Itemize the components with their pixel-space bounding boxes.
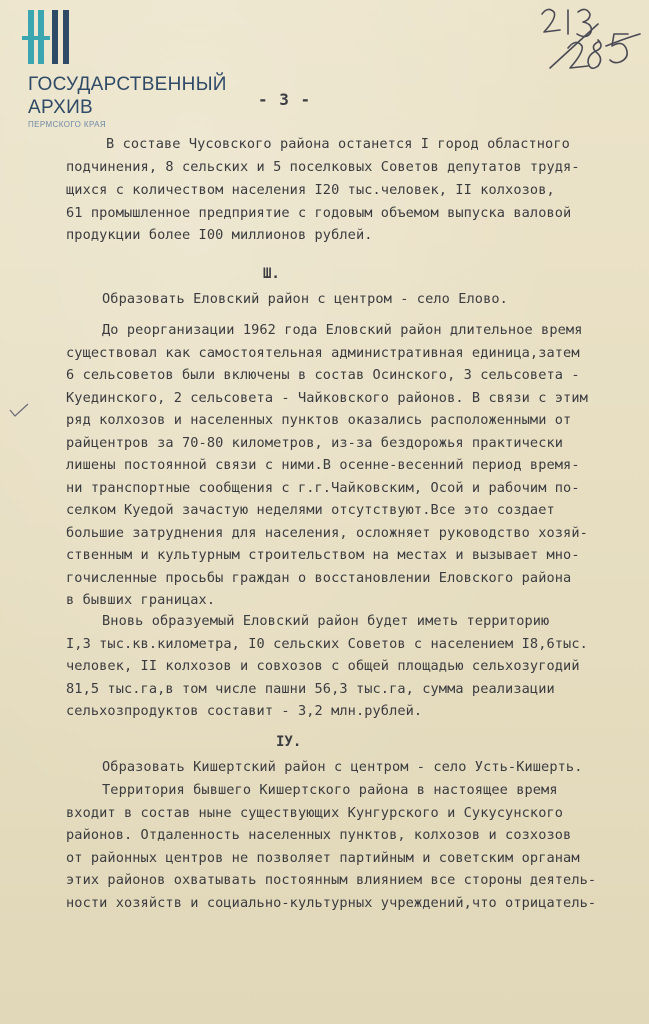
text-line: продукции более I00 миллионов рублей.	[66, 227, 373, 243]
text-line: В составе Чусовского района останется I город областного	[106, 136, 570, 152]
text-line: 6 сельсоветов были включены в состав Осинского, 3 сельсовета -	[66, 367, 580, 383]
text-line: гочисленные просьбы граждан о восстановлении Еловского района	[66, 570, 572, 586]
text-line: щихся с количеством населения I20 тыс.человек, II колхозов,	[66, 182, 555, 198]
text-line: подчинения, 8 сельских и 5 поселковых Советов депутатов трудя-	[66, 159, 580, 175]
text-line: входит в состав ныне существующих Кунгурского и Сукусунского	[66, 805, 564, 821]
text-line: 61 промышленное предприятие с годовым объемом выпуска валовой	[66, 205, 572, 221]
text-line: райцентров за 70-80 километров, из-за бездорожья практически	[66, 435, 564, 451]
section-4-title: Образовать Кишертский район с центром - село Усть-Кишерть.	[102, 759, 583, 775]
text-line: ности хозяйств и социально-культурных учреждений,что отрицатель-	[66, 895, 597, 911]
text-line: большие затруднения для населения, осложняет руководство хозяй-	[66, 525, 588, 541]
text-line: от районных центров не позволяет партийным и советским органам	[66, 850, 580, 866]
text-line: Вновь образуемый Еловский район будет иметь территорию	[102, 613, 550, 629]
text-line: ни транспортные сообщения с г.г.Чайковским, Осой и рабочим по-	[66, 480, 580, 496]
text-line: Территория бывшего Кишертского района в настоящее время	[102, 782, 558, 798]
text-line: селком Куедой зачастую неделями отсутствуют.Все это создает	[66, 502, 555, 518]
section-4-heading: IУ.	[276, 734, 302, 750]
section-3-heading: Ш.	[263, 266, 280, 282]
text-line: районов. Отдаленность населенных пунктов, колхозов и созхозов	[66, 827, 572, 843]
text-line: До реорганизации 1962 года Еловский район длительное время	[102, 322, 583, 338]
text-line: лишены постоянной связи с ними.В осенне-весенний период время-	[66, 457, 580, 473]
archive-logo-line1: ГОСУДАРСТВЕННЫЙ	[28, 74, 227, 95]
text-line: человек, II колхозов и совхозов с общей площадью сельхозугодий	[66, 658, 580, 674]
text-line: ряд колхозов и населенных пунктов оказались расположенными от	[66, 412, 572, 428]
text-line: ственным и культурным строительством на местах и вызывает мно-	[66, 547, 580, 563]
text-line: 81,5 тыс.га,в том числе пашни 56,3 тыс.га, сумма реализации	[66, 681, 555, 697]
text-line: Куединского, 2 сельсовета - Чайковского районов. В связи с этим	[66, 390, 588, 406]
page-number: - 3 -	[258, 90, 312, 109]
text-line: I,3 тыс.кв.километра, I0 сельских Советов с населением I8,6тыс.	[66, 636, 588, 652]
text-line: в бывших границах.	[66, 592, 216, 608]
text-line: этих районов охватывать постоянным влиянием все стороны деятель-	[66, 872, 597, 888]
archive-logo-line3: ПЕРМСКОГО КРАЯ	[28, 120, 107, 129]
text-line: существовал как самостоятельная административная единица,затем	[66, 345, 580, 361]
archive-logo-line2: АРХИВ	[28, 97, 93, 118]
text-line: сельхозпродуктов составит - 3,2 млн.рублей.	[66, 703, 423, 719]
section-3-title: Образовать Еловский район с центром - село Елово.	[102, 291, 508, 307]
